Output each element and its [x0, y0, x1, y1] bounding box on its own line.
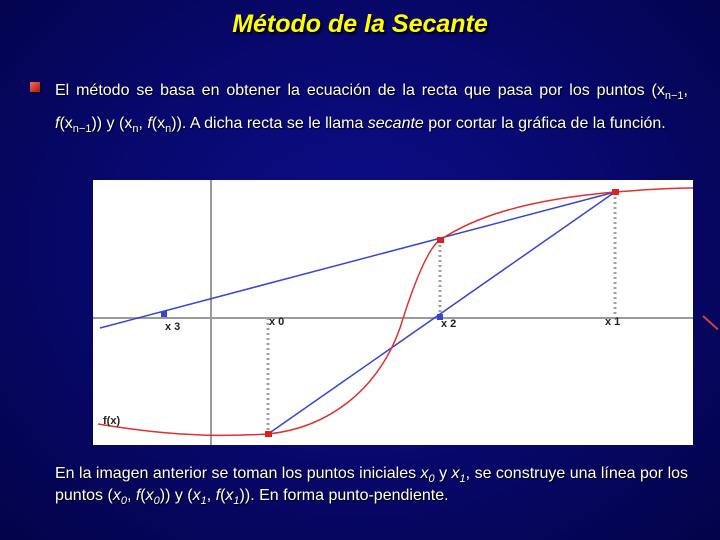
bullet-square-icon: [30, 82, 40, 92]
f-x2-point: [437, 237, 444, 243]
label-fx: f(x): [103, 415, 121, 427]
slide-title: Método de la Secante: [232, 10, 488, 38]
function-curve: [98, 188, 693, 435]
intro-paragraph: El método se basa en obtener la ecuación de la recta que pasa por los puntos ($x_{n-1}$, $f(x_{n-1})$) y ($x_n$, $f(x_n)$). A dicha recta se le llama secante por cortar la gráfica de la función.: [55, 82, 688, 136]
secant-method-figure: [93, 180, 693, 445]
label-x0: x 0: [269, 316, 285, 328]
secant-line-x2-x1: [100, 192, 615, 328]
label-x2: x 2: [441, 318, 457, 330]
explanation-paragraph: En la imagen anterior se toman los puntos iniciales $x_0$ y $x_1$, se construye una línea por los puntos ($x_0$, $f(x_0)$) y ($x_1$, $f(x_1)$). En forma punto-pendiente.: [55, 465, 689, 508]
x3-point: [161, 311, 167, 317]
decorative-edge-line: [702, 315, 718, 330]
label-x3: x 3: [165, 321, 181, 333]
f-x0-point: [265, 431, 272, 437]
figure-svg: [93, 180, 693, 445]
label-x1: x 1: [605, 316, 621, 328]
f-x1-point: [612, 189, 619, 195]
secant-line-x0-x1: [268, 192, 615, 434]
